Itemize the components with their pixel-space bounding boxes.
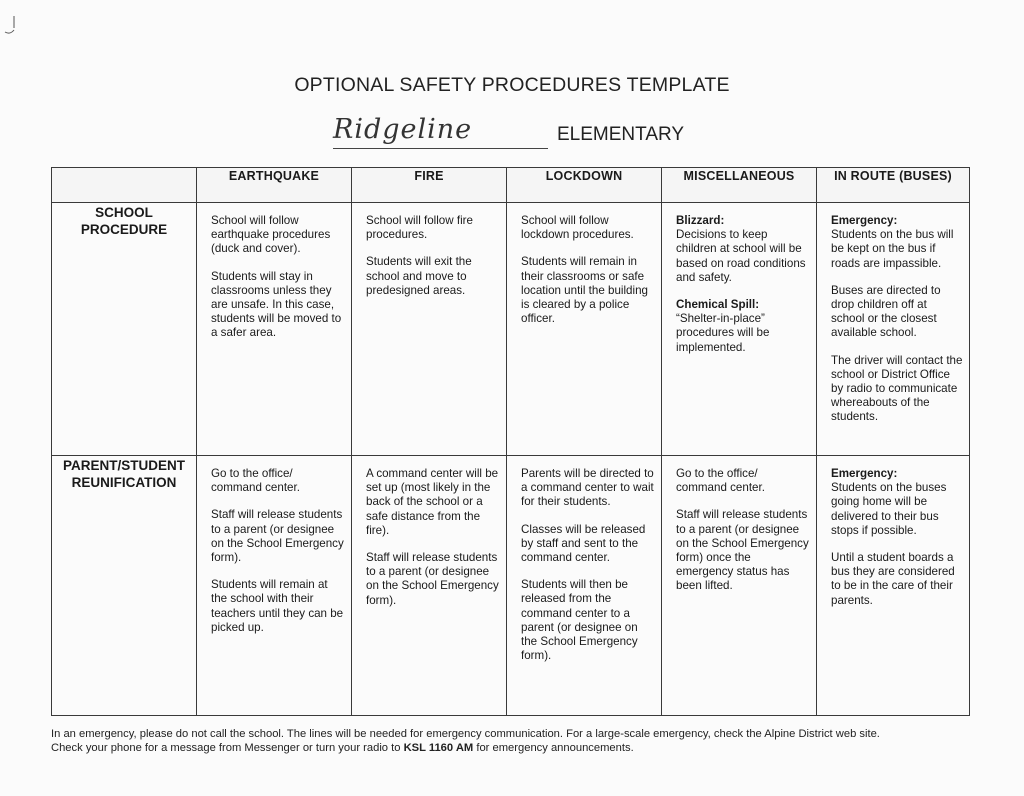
column-header-miscellaneous: MISCELLANEOUS bbox=[662, 168, 817, 203]
school-name-line bbox=[0, 112, 1024, 156]
cell-text: School will follow lockdown procedures. bbox=[521, 214, 634, 242]
footer-line-2 bbox=[51, 741, 991, 755]
safety-procedures-table bbox=[51, 167, 970, 716]
cell-paragraph bbox=[676, 508, 810, 593]
footer-line-2-end: for emergency announcements. bbox=[473, 742, 634, 754]
cell-parent-student-reunification-miscellaneous bbox=[662, 456, 817, 716]
row-header-line: REUNIFICATION bbox=[71, 475, 177, 490]
cell-text: Staff will release students to a parent (or designee on the School Emergency form) once the emergency status has been lifted. bbox=[676, 508, 809, 593]
cell-paragraph bbox=[211, 578, 345, 635]
cell-school-procedure-earthquake bbox=[197, 203, 352, 456]
cell-paragraph bbox=[366, 255, 500, 298]
radio-station: KSL 1160 AM bbox=[403, 742, 474, 754]
cell-paragraph bbox=[676, 214, 810, 285]
cell-paragraph bbox=[366, 551, 500, 608]
cell-text: “Shelter-in-place” procedures will be implemented. bbox=[676, 312, 770, 354]
cell-paragraph bbox=[521, 578, 655, 663]
cell-text: Until a student boards a bus they are considered to be in the care of their parents. bbox=[831, 551, 955, 607]
table-corner bbox=[52, 168, 197, 203]
cell-paragraph bbox=[831, 354, 963, 425]
cell-text: School will follow earthquake procedures (duck and cover). bbox=[211, 214, 331, 256]
cell-paragraph bbox=[521, 523, 655, 566]
cell-paragraph bbox=[366, 214, 500, 242]
cell-paragraph bbox=[676, 467, 810, 495]
cell-text: Go to the office/ command center. bbox=[676, 467, 765, 495]
footer-note bbox=[51, 727, 991, 755]
column-header-earthquake: EARTHQUAKE bbox=[197, 168, 352, 203]
table-row-school-procedure bbox=[52, 203, 970, 456]
cell-school-procedure-fire bbox=[352, 203, 507, 456]
school-name-handwritten: Ridgeline bbox=[333, 114, 473, 145]
cell-text: Students will exit the school and move to predesigned areas. bbox=[366, 255, 472, 297]
cell-parent-student-reunification-fire bbox=[352, 456, 507, 716]
row-header-line: SCHOOL bbox=[95, 205, 153, 220]
cell-school-procedure-miscellaneous bbox=[662, 203, 817, 456]
cell-parent-student-reunification-lockdown bbox=[507, 456, 662, 716]
column-header-lockdown: LOCKDOWN bbox=[507, 168, 662, 203]
row-header-line: PARENT/STUDENT bbox=[62, 458, 185, 473]
header-row bbox=[52, 168, 970, 203]
school-type-label: ELEMENTARY bbox=[557, 124, 685, 145]
cell-heading: Emergency: bbox=[831, 467, 898, 480]
cell-paragraph bbox=[211, 508, 345, 565]
cell-paragraph bbox=[831, 467, 963, 538]
column-header-in-route: IN ROUTE (BUSES) bbox=[817, 168, 970, 203]
row-header-school-procedure bbox=[52, 203, 197, 456]
cell-text: Students on the buses going home will be delivered to their bus stops if possible. bbox=[831, 481, 947, 537]
cell-text: Students will then be released from the command center to a parent (or designee on the School Emergency form). bbox=[521, 578, 638, 663]
cell-paragraph bbox=[521, 467, 655, 510]
cell-text: Classes will be released by staff and sent to the command center. bbox=[521, 522, 646, 565]
cell-text: School will follow fire procedures. bbox=[366, 214, 473, 242]
row-header-line: PROCEDURE bbox=[80, 222, 168, 237]
cell-paragraph bbox=[831, 551, 963, 608]
cell-paragraph bbox=[521, 255, 655, 326]
cell-paragraph bbox=[211, 214, 345, 257]
cell-heading: Emergency: bbox=[831, 214, 898, 227]
cell-paragraph bbox=[211, 270, 345, 341]
cell-text: Students will remain in their classrooms or safe location until the building is cleared by a police officer. bbox=[521, 255, 648, 326]
cell-text: Staff will release students to a parent (or designee on the School Emergency form). bbox=[366, 551, 499, 607]
cell-paragraph bbox=[831, 214, 963, 271]
cell-text: Buses are directed to drop children off at school or the closest available school. bbox=[831, 283, 941, 340]
cell-text: Parents will be directed to a command center to wait for their students. bbox=[521, 467, 654, 509]
cell-paragraph bbox=[366, 467, 500, 538]
cell-text: Students will stay in classrooms unless they are unsafe. In this case, students will be moved to a safer area. bbox=[211, 269, 342, 340]
cell-text: Students on the bus will be kept on the bus if roads are impassible. bbox=[831, 228, 954, 270]
cell-paragraph bbox=[211, 467, 345, 495]
cell-school-procedure-in-route bbox=[817, 203, 970, 456]
cell-paragraph bbox=[521, 214, 655, 242]
cell-text: Go to the office/ command center. bbox=[211, 467, 300, 495]
cell-text: Students will remain at the school with their teachers until they can be picked up. bbox=[211, 578, 344, 634]
cell-text: Decisions to keep children at school will be based on road conditions and safety. bbox=[676, 228, 806, 284]
cell-text: The driver will contact the school or District Office by radio to communicate whereabouts of the students. bbox=[831, 353, 963, 424]
cell-paragraph bbox=[831, 284, 963, 341]
row-header-parent-student-reunification bbox=[52, 456, 197, 716]
cell-heading: Blizzard: bbox=[676, 214, 725, 227]
cell-text: A command center will be set up (most likely in the back of the school or a safe distance from the fire). bbox=[366, 467, 499, 537]
cell-text: Staff will release students to a parent (or designee on the School Emergency form). bbox=[211, 508, 344, 565]
column-header-fire: FIRE bbox=[352, 168, 507, 203]
cell-parent-student-reunification-earthquake bbox=[197, 456, 352, 716]
cell-heading: Chemical Spill: bbox=[676, 298, 760, 312]
cell-parent-student-reunification-in-route bbox=[817, 456, 970, 716]
table-row-parent-student-reunification bbox=[52, 456, 970, 716]
page-title: OPTIONAL SAFETY PROCEDURES TEMPLATE bbox=[294, 74, 730, 96]
school-name-underline bbox=[333, 148, 548, 149]
cell-school-procedure-lockdown bbox=[507, 203, 662, 456]
cell-paragraph bbox=[676, 298, 810, 355]
footer-line-2-start: Check your phone for a message from Messenger or turn your radio to bbox=[51, 742, 404, 754]
footer-line-1: In an emergency, please do not call the school. The lines will be needed for emergency communication. For a large-scale emergency, check the Alpine District web site. bbox=[51, 728, 880, 740]
pen-mark-icon bbox=[2, 14, 18, 36]
